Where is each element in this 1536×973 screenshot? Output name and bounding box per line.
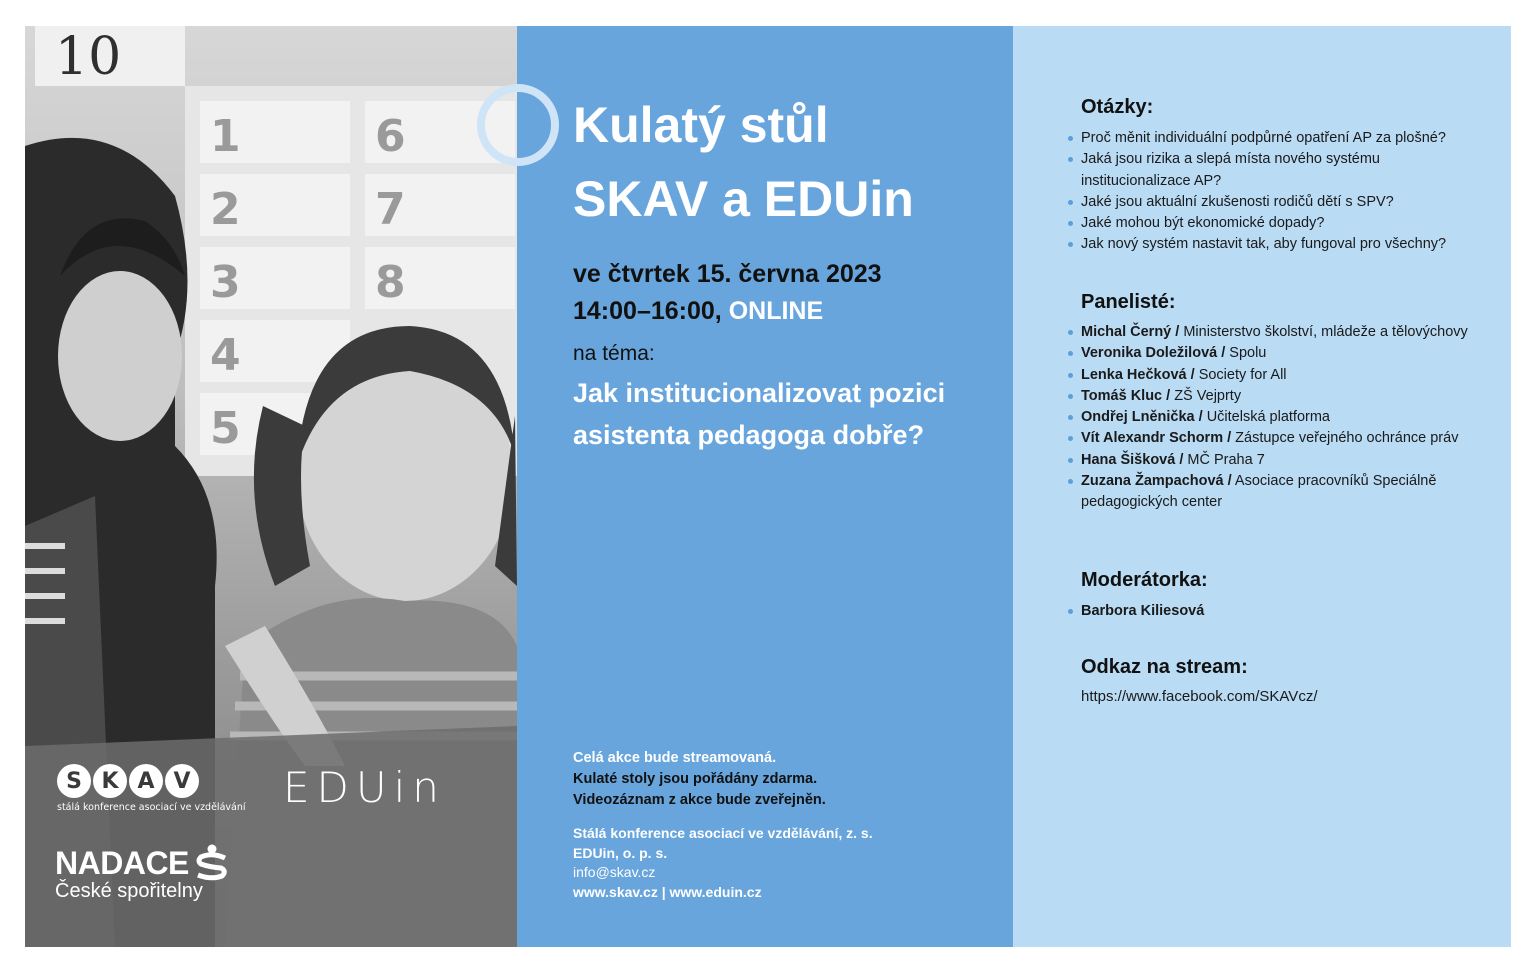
panelist-role: Spolu xyxy=(1229,345,1267,362)
nadace-name: NADACE xyxy=(55,844,189,881)
eduin-logo: EDUin xyxy=(283,763,446,812)
question-item: Jaké jsou aktuální zkušenosti rodičů dětí s SPV? xyxy=(1081,192,1491,213)
event-topic: Jak institucionalizovat pozici asistenta pedagoga dobře? xyxy=(573,378,946,450)
event-date: ve čtvrtek 15. června 2023 xyxy=(573,260,882,288)
panelists-heading: Panelisté: xyxy=(1081,291,1176,313)
question-item: Jak nový systém nastavit tak, aby fungoval pro všechny? xyxy=(1081,234,1491,255)
panelist-name: Tomáš Kluc / xyxy=(1081,387,1171,404)
panelist-name: Zuzana Žampachová / xyxy=(1081,473,1232,490)
ceska-sporitelna-icon xyxy=(195,844,229,882)
ring-decoration xyxy=(477,84,559,166)
event-datetime xyxy=(573,256,882,330)
event-notes xyxy=(573,748,826,811)
skav-logo xyxy=(57,764,246,813)
skav-tagline: stálá konference asociací ve vzdělávání xyxy=(57,802,246,813)
title-line-1: Kulatý stůl xyxy=(573,97,829,153)
panelist-name: Lenka Hečková / xyxy=(1081,366,1195,383)
event-flyer xyxy=(25,26,1511,947)
panelist-name: Hana Šišková / xyxy=(1081,451,1184,468)
panelist-item xyxy=(1081,365,1491,386)
question-item: Jaká jsou rizika a slepá místa nového systému institucionalizace AP? xyxy=(1081,149,1491,192)
panelist-name: Vít Alexandr Schorm / xyxy=(1081,430,1232,447)
panelist-role: Zástupce veřejného ochránce práv xyxy=(1235,430,1459,447)
board-number: 5 xyxy=(210,403,241,454)
note-item: Celá akce bude streamovaná. xyxy=(573,750,777,766)
panelists-list xyxy=(1081,322,1491,514)
panelist-role: Učitelská platforma xyxy=(1206,409,1330,426)
board-number: 3 xyxy=(210,257,241,308)
panelist-item xyxy=(1081,343,1491,364)
question-item: Proč měnit individuální podpůrné opatření AP za plošné? xyxy=(1081,128,1491,149)
questions-heading: Otázky: xyxy=(1081,96,1154,118)
board-number: 6 xyxy=(375,111,406,162)
panelist-item xyxy=(1081,407,1491,428)
organizer-eduin: EDUin, o. p. s. xyxy=(573,844,668,861)
panelist-name: Veronika Doležilová / xyxy=(1081,345,1226,362)
board-number-top: 10 xyxy=(55,27,122,87)
moderator-list xyxy=(1081,601,1491,622)
panelist-role: Asociace pracovníků Speciálně pedagogických center xyxy=(1081,473,1437,511)
event-mode: ONLINE xyxy=(728,297,824,325)
organizer-skav: Stálá konference asociací ve vzdělávání, z. s. xyxy=(573,825,873,841)
topic-label: na téma: xyxy=(573,342,655,365)
panelist-name: Ondřej Lněnička / xyxy=(1081,409,1203,426)
panelist-role: ZŠ Vejprty xyxy=(1174,387,1242,404)
board-number: 1 xyxy=(210,111,241,162)
board-number: 4 xyxy=(210,330,241,381)
note-item: Kulaté stoly jsou pořádány zdarma. xyxy=(573,771,818,787)
note-item: Videozáznam z akce bude zveřejněn. xyxy=(573,792,826,808)
panelist-role: Society for All xyxy=(1198,366,1287,383)
moderator-heading: Moderátorka: xyxy=(1081,569,1208,591)
board-number: 7 xyxy=(375,184,406,235)
board-number: 2 xyxy=(210,184,241,235)
skav-letter: V xyxy=(165,764,199,798)
panelist-role: Ministerstvo školství, mládeže a tělovýchovy xyxy=(1183,324,1468,340)
skav-letter: A xyxy=(129,764,163,798)
nadace-subtitle: České spořitelny xyxy=(55,880,203,902)
moderator-item xyxy=(1081,601,1491,622)
stream-heading: Odkaz na stream: xyxy=(1081,656,1248,678)
panelist-item xyxy=(1081,322,1491,343)
panelist-item xyxy=(1081,428,1491,449)
questions-list xyxy=(1081,128,1491,256)
moderator-name: Barbora Kiliesová xyxy=(1081,603,1205,619)
panelist-name: Michal Černý / xyxy=(1081,324,1180,340)
details-column xyxy=(1013,26,1511,947)
board-number: 8 xyxy=(375,257,406,308)
panelist-role: MČ Praha 7 xyxy=(1187,451,1265,468)
websites[interactable]: www.skav.cz | www.eduin.cz xyxy=(573,883,762,900)
question-item: Jaké mohou být ekonomické dopady? xyxy=(1081,213,1491,234)
panelist-item xyxy=(1081,450,1491,471)
photo-teacher-and-child xyxy=(25,26,517,947)
title-line-2: SKAV a EDUin xyxy=(573,171,914,227)
organizers xyxy=(573,824,873,902)
skav-letter: K xyxy=(93,764,127,798)
panelist-item xyxy=(1081,471,1491,514)
panelist-item xyxy=(1081,386,1491,407)
nadace-logo xyxy=(55,844,229,903)
event-time: 14:00–16:00, xyxy=(573,297,722,325)
stream-link[interactable]: https://www.facebook.com/SKAVcz/ xyxy=(1081,688,1318,705)
event-info-column xyxy=(517,26,1013,947)
event-title xyxy=(573,88,993,236)
contact-email[interactable]: info@skav.cz xyxy=(573,864,656,880)
skav-letter: S xyxy=(57,764,91,798)
